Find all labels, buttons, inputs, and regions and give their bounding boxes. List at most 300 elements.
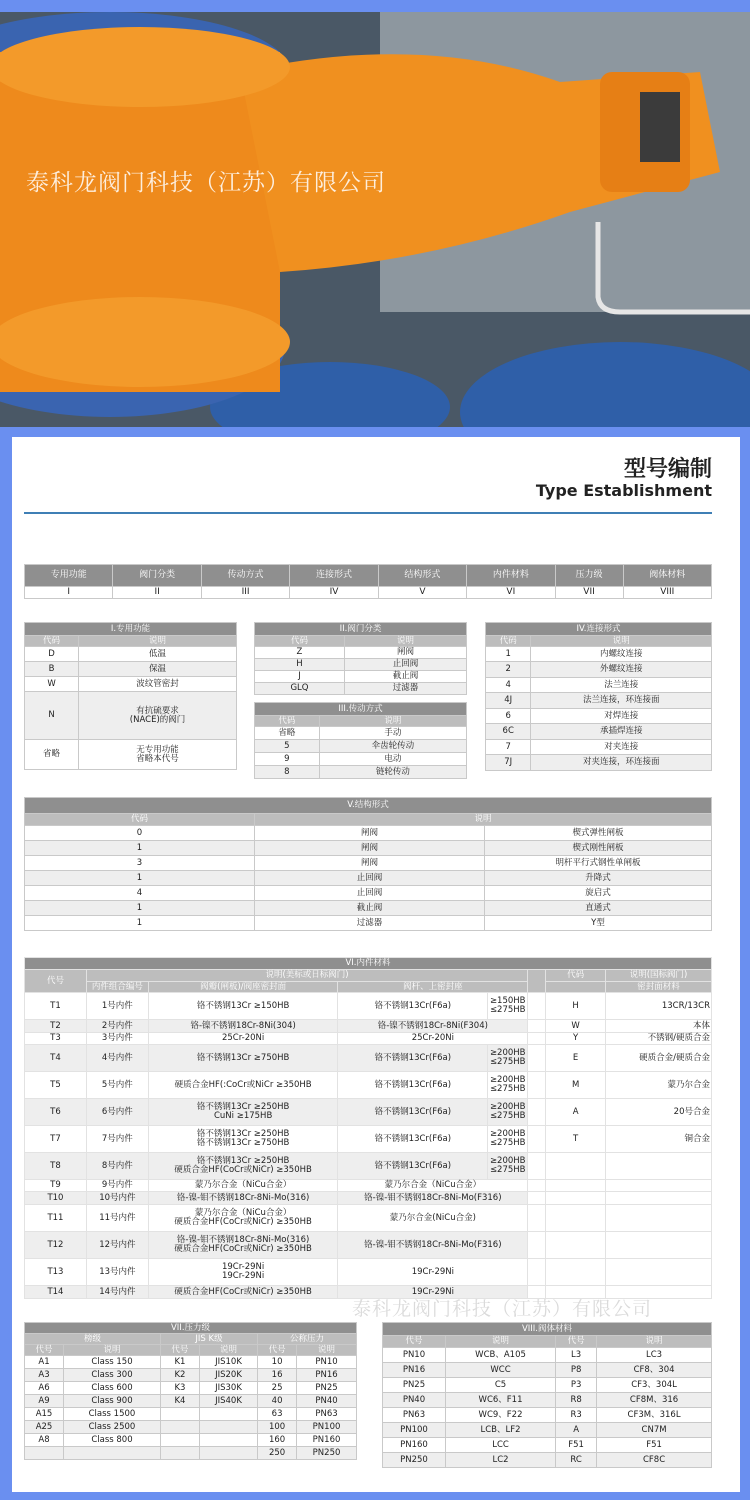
table-row — [25, 1033, 712, 1045]
table-cell: 7 — [486, 740, 531, 755]
table-row — [25, 1421, 357, 1434]
table-cell: B — [25, 662, 79, 677]
table-cell: 止回阀 — [344, 659, 466, 671]
table-row — [25, 871, 712, 886]
table-row — [255, 766, 467, 779]
table-cell: 代号 — [25, 1345, 64, 1356]
table-row — [25, 886, 712, 901]
table-cell: 直通式 — [485, 901, 712, 916]
table-cell — [528, 1099, 546, 1126]
table-cell: 说明 — [79, 636, 237, 647]
table-cell: R8 — [556, 1393, 597, 1408]
table-cell: 10 — [258, 1356, 297, 1369]
table-cell: 4 — [25, 886, 255, 901]
table-row — [25, 662, 237, 677]
table-cell: T3 — [25, 1033, 87, 1045]
table-cell: 蒙乃尔合金 — [606, 1072, 712, 1099]
table-cell: 说明(国标阀门) — [606, 970, 712, 982]
table-cell: 代号 — [160, 1345, 199, 1356]
title-chinese: 型号编制 — [623, 457, 712, 482]
table-cell — [528, 1045, 546, 1072]
table-row — [383, 1363, 712, 1378]
table-cell: WCB、A105 — [445, 1348, 555, 1363]
table-row — [255, 659, 467, 671]
table-cell: LC2 — [445, 1453, 555, 1468]
table-cell: PN10 — [383, 1348, 446, 1363]
table-cell: 内件组合编号 — [86, 982, 148, 993]
table-cell — [546, 1180, 606, 1192]
table-cell: I — [25, 587, 113, 599]
hardness-range — [488, 1099, 528, 1126]
table-cell: GLQ — [255, 683, 345, 695]
table-row — [25, 565, 712, 587]
table-cell: 蒙乃尔合金（NiCu合金） — [338, 1180, 528, 1192]
table-cell: D — [25, 647, 79, 662]
table-row — [25, 993, 712, 1020]
table-cell: 25Cr-20Ni — [148, 1033, 338, 1045]
table-cell: K3 — [160, 1382, 199, 1395]
table-row — [383, 1393, 712, 1408]
table-cell: 电动 — [319, 753, 466, 766]
table-cell: VII — [555, 587, 623, 599]
table-cell: JIS20K — [199, 1369, 257, 1382]
table-cell: 63 — [258, 1408, 297, 1421]
title-english: Type Establishment — [535, 481, 712, 500]
table-cell: 保温 — [79, 662, 237, 677]
table-cell: 闸阀 — [255, 826, 485, 841]
table-cell — [606, 1205, 712, 1232]
table-cell: A25 — [25, 1421, 64, 1434]
table-row — [25, 1408, 357, 1421]
table-cell: 说明 — [297, 1345, 357, 1356]
table-row — [25, 1434, 357, 1447]
table-cell: 铬不锈钢13Cr(F6a) — [338, 993, 488, 1020]
table-cell: 结构形式 — [378, 565, 466, 587]
table-pressure-class — [24, 1322, 357, 1460]
table-cell: C5 — [445, 1378, 555, 1393]
table-row — [383, 1453, 712, 1468]
table-cell: 链轮传动 — [319, 766, 466, 779]
table-cell — [528, 1072, 546, 1099]
table-cell: 无专用功能 省略本代号 — [79, 740, 237, 770]
table-cell: 闸阀 — [255, 856, 485, 871]
table-row — [486, 724, 712, 740]
table-body-material — [382, 1322, 712, 1468]
table-cell — [528, 1020, 546, 1033]
table-cell: 楔式刚性闸板 — [485, 841, 712, 856]
table-cell: 说明 — [445, 1336, 555, 1348]
table-cell: 法兰连接，环连接面 — [531, 693, 712, 709]
table-cell: E — [546, 1045, 606, 1072]
table-row — [255, 740, 467, 753]
table-cell: 手动 — [319, 727, 466, 740]
table-cell: III.传动方式 — [255, 703, 467, 716]
table-cell: 止回阀 — [255, 871, 485, 886]
table-cell: 6 — [486, 709, 531, 724]
table-cell: 有抗硫要求 (NACE)的阀门 — [79, 692, 237, 740]
hardness-max: ≤275HB — [489, 1138, 526, 1148]
table-row — [255, 727, 467, 740]
table-cell: 说明 — [319, 716, 466, 727]
table-cell: 代码 — [486, 636, 531, 647]
table-cell: 内件材料 — [467, 565, 555, 587]
hardness-max: ≤275HB — [489, 1057, 526, 1067]
table-cell: 硬质合金HF(CoCr或NiCr) ≥350HB — [148, 1286, 338, 1299]
table-cell: 硬质合金/硬质合金 — [606, 1045, 712, 1072]
table-cell: 铬-镍-钼不锈钢18Cr-8Ni-Mo(F316) — [338, 1192, 528, 1205]
table-cell: CF8C — [597, 1453, 712, 1468]
table-row — [25, 692, 237, 740]
table-cell: 250 — [258, 1447, 297, 1460]
table-cell: T9 — [25, 1180, 87, 1192]
table-cell: T12 — [25, 1232, 87, 1259]
table-cell: 代码 — [255, 716, 320, 727]
table-cell: N — [25, 692, 79, 740]
table-cell: 波纹管密封 — [79, 677, 237, 692]
table-cell: 40 — [258, 1395, 297, 1408]
table-row — [383, 1438, 712, 1453]
table-cell: 内螺纹连接 — [531, 647, 712, 662]
table-cell: 3 — [25, 856, 255, 871]
table-cell: CN7M — [597, 1423, 712, 1438]
table-row — [25, 826, 712, 841]
table-cell: 8 — [255, 766, 320, 779]
table-cell: 阀杆、上密封座 — [338, 982, 528, 993]
table-cell: 铬不锈钢13Cr(F6a) — [338, 1153, 488, 1180]
table-cell: 说明 — [255, 814, 712, 826]
table-cell: 1 — [486, 647, 531, 662]
table-cell: IV.连接形式 — [486, 623, 712, 636]
table-row — [25, 1334, 357, 1345]
table-cell: 旋启式 — [485, 886, 712, 901]
table-row — [25, 1045, 712, 1072]
table-cell: H — [546, 993, 606, 1020]
table-cell: 25 — [258, 1382, 297, 1395]
hardness-max: ≤275HB — [489, 1111, 526, 1121]
hardness-min: ≥200HB — [489, 1075, 526, 1086]
table-cell: JIS30K — [199, 1382, 257, 1395]
table-cell: 蒙乃尔合金（NiCu合金） 硬质合金HF(CoCr或NiCr) ≥350HB — [148, 1205, 338, 1232]
table-cell: T14 — [25, 1286, 87, 1299]
table-cell: 蒙乃尔合金(NiCu合金) — [338, 1205, 528, 1232]
table-cell: 承插焊连接 — [531, 724, 712, 740]
table-cell: LC3 — [597, 1348, 712, 1363]
table-cell: 160 — [258, 1434, 297, 1447]
table-cell: K1 — [160, 1356, 199, 1369]
table-cell — [25, 1447, 64, 1460]
table-cell: V — [378, 587, 466, 599]
table-row — [25, 1072, 712, 1099]
table-cell: A — [546, 1099, 606, 1126]
table-cell: CF3、304L — [597, 1378, 712, 1393]
table-row — [486, 709, 712, 724]
table-cell: 8号内件 — [86, 1153, 148, 1180]
table-cell: RC — [556, 1453, 597, 1468]
table-cell: LCB、LF2 — [445, 1423, 555, 1438]
table-row — [383, 1378, 712, 1393]
hardness-min: ≥200HB — [489, 1156, 526, 1167]
table-cell: 0 — [25, 826, 255, 841]
table-cell: 16 — [258, 1369, 297, 1382]
table-row — [383, 1423, 712, 1438]
table-cell — [528, 970, 546, 993]
table-cell: K2 — [160, 1369, 199, 1382]
table-cell: PN16 — [383, 1363, 446, 1378]
table-cell: 闸阀 — [255, 841, 485, 856]
table-cell — [528, 1232, 546, 1259]
table-cell — [160, 1408, 199, 1421]
table-cell: 14号内件 — [86, 1286, 148, 1299]
table-cell: JIS10K — [199, 1356, 257, 1369]
table-cell: R3 — [556, 1408, 597, 1423]
table-cell: 铬不锈钢13Cr(F6a) — [338, 1045, 488, 1072]
table-valve-class — [254, 622, 467, 695]
table-cell: PN100 — [383, 1423, 446, 1438]
table-cell: VI — [467, 587, 555, 599]
table-row — [25, 798, 712, 814]
table-cell: A9 — [25, 1395, 64, 1408]
table-cell — [528, 1259, 546, 1286]
table-cell: Class 800 — [64, 1434, 161, 1447]
table-cell: 说明 — [344, 636, 466, 647]
table-cell: WC9、F22 — [445, 1408, 555, 1423]
title-rule — [24, 512, 712, 514]
table-row — [255, 636, 467, 647]
table-row — [255, 703, 467, 716]
hardness-min: ≥200HB — [489, 1102, 526, 1113]
table-row — [25, 814, 712, 826]
table-cell: 密封面材料 — [606, 982, 712, 993]
table-cell: VII.压力级 — [25, 1323, 357, 1334]
table-cell: F51 — [597, 1438, 712, 1453]
table-cell — [528, 993, 546, 1020]
table-cell: 铬-镍不锈钢18Cr-8Ni(F304) — [338, 1020, 528, 1033]
table-cell: 铬不锈钢13Cr(F6a) — [338, 1072, 488, 1099]
table-row — [25, 916, 712, 931]
hardness-range — [488, 1126, 528, 1153]
table-cell: 本体 — [606, 1020, 712, 1033]
table-cell: A8 — [25, 1434, 64, 1447]
table-connection — [485, 622, 712, 771]
table-cell — [160, 1421, 199, 1434]
table-row — [25, 1259, 712, 1286]
table-cell — [606, 1232, 712, 1259]
table-cell — [160, 1434, 199, 1447]
table-cell: 铬-镍-钼不锈钢18Cr-8Ni-Mo(316) — [148, 1192, 338, 1205]
table-cell — [199, 1447, 257, 1460]
table-cell: 楔式弹性闸板 — [485, 826, 712, 841]
table-row — [25, 841, 712, 856]
table-cell: 7号内件 — [86, 1126, 148, 1153]
table-cell: 6号内件 — [86, 1099, 148, 1126]
table-cell: T8 — [25, 1153, 87, 1180]
table-row — [255, 623, 467, 636]
table-cell: 铬不锈钢13Cr ≥750HB — [148, 1045, 338, 1072]
table-row — [25, 647, 237, 662]
table-cell — [528, 1033, 546, 1045]
table-row — [486, 636, 712, 647]
table-cell: 铬不锈钢13Cr ≥150HB — [148, 993, 338, 1020]
table-row — [25, 1382, 357, 1395]
hardness-max: ≤275HB — [489, 1084, 526, 1094]
table-cell: W — [25, 677, 79, 692]
table-row — [255, 647, 467, 659]
table-cell: 9号内件 — [86, 1180, 148, 1192]
table-cell: PN40 — [383, 1393, 446, 1408]
table-cell: 传动方式 — [201, 565, 289, 587]
table-cell: 铬-镍-钼不锈钢18Cr-8Ni-Mo(F316) — [338, 1232, 528, 1259]
table-cell: 代号 — [383, 1336, 446, 1348]
table-cell: 4J — [486, 693, 531, 709]
table-cell: Z — [255, 647, 345, 659]
table-cell — [528, 1205, 546, 1232]
table-cell — [528, 1126, 546, 1153]
table-cell: 6C — [486, 724, 531, 740]
table-cell: T13 — [25, 1259, 87, 1286]
table-cell: T — [546, 1126, 606, 1153]
table-cell — [546, 1232, 606, 1259]
table-cell: 说明 — [64, 1345, 161, 1356]
summary-table — [24, 564, 712, 599]
table-cell: Y — [546, 1033, 606, 1045]
table-cell: 截止阀 — [344, 671, 466, 683]
table-cell: 3号内件 — [86, 1033, 148, 1045]
table-cell: T2 — [25, 1020, 87, 1033]
table-cell: PN250 — [297, 1447, 357, 1460]
table-row — [25, 1447, 357, 1460]
table-cell: A3 — [25, 1369, 64, 1382]
table-cell: PN63 — [383, 1408, 446, 1423]
table-cell: 连接形式 — [290, 565, 378, 587]
table-cell: W — [546, 1020, 606, 1033]
table-cell: PN40 — [297, 1395, 357, 1408]
table-cell: 19Cr-29Ni — [338, 1286, 528, 1299]
table-row — [486, 678, 712, 693]
table-cell: T10 — [25, 1192, 87, 1205]
table-cell — [606, 1153, 712, 1180]
hardness-min: ≥200HB — [489, 1048, 526, 1059]
table-cell: 5号内件 — [86, 1072, 148, 1099]
table-cell: 4 — [486, 678, 531, 693]
table-cell: IV — [290, 587, 378, 599]
table-cell: II.阀门分类 — [255, 623, 467, 636]
table-cell: 对夹连接，环连接面 — [531, 755, 712, 771]
table-row — [486, 693, 712, 709]
table-cell: 代码 — [25, 814, 255, 826]
table-row — [25, 677, 237, 692]
table-cell: A6 — [25, 1382, 64, 1395]
table-cell: PN10 — [297, 1356, 357, 1369]
table-cell: WCC — [445, 1363, 555, 1378]
table-cell: 11号内件 — [86, 1205, 148, 1232]
table-cell — [528, 1180, 546, 1192]
valve-photo — [0, 12, 750, 427]
hardness-max: ≤275HB — [489, 1005, 526, 1015]
type-establishment-card — [12, 437, 740, 1492]
table-cell: F51 — [556, 1438, 597, 1453]
valve-illustration — [0, 12, 750, 427]
hardness-range — [488, 1072, 528, 1099]
table-row — [486, 647, 712, 662]
table-cell: T4 — [25, 1045, 87, 1072]
table-cell: 铬不锈钢13Cr ≥250HB CuNi ≥175HB — [148, 1099, 338, 1126]
table-row — [25, 1099, 712, 1126]
table-cell: PN160 — [297, 1434, 357, 1447]
table-cell — [199, 1434, 257, 1447]
table-cell — [606, 1259, 712, 1286]
table-cell: A — [556, 1423, 597, 1438]
table-cell — [546, 1192, 606, 1205]
table-cell: JIS40K — [199, 1395, 257, 1408]
table-row — [25, 1369, 357, 1382]
table-cell: 阀瓣(闸板)/阀座密封面 — [148, 982, 338, 993]
hardness-range — [488, 993, 528, 1020]
table-cell: P8 — [556, 1363, 597, 1378]
table-cell: T6 — [25, 1099, 87, 1126]
table-cell: 100 — [258, 1421, 297, 1434]
table-cell: Class 600 — [64, 1382, 161, 1395]
table-cell: Class 900 — [64, 1395, 161, 1408]
table-cell: 法兰连接 — [531, 678, 712, 693]
table-cell: 铬-镍-钼不锈钢18Cr-8Ni-Mo(316) 硬质合金HF(CoCr或NiCr) ≥350HB — [148, 1232, 338, 1259]
table-row — [255, 683, 467, 695]
table-row — [486, 623, 712, 636]
table-cell: 外螺纹连接 — [531, 662, 712, 678]
table-cell: VI.内件材料 — [25, 958, 712, 970]
table-row — [486, 755, 712, 771]
table-row — [25, 1395, 357, 1408]
table-cell: H — [255, 659, 345, 671]
table-row — [25, 1020, 712, 1033]
table-cell — [606, 1180, 712, 1192]
table-cell: Y型 — [485, 916, 712, 931]
table-cell — [199, 1408, 257, 1421]
table-cell: PN25 — [383, 1378, 446, 1393]
table-cell: PN16 — [297, 1369, 357, 1382]
table-cell: CF8、304 — [597, 1363, 712, 1378]
table-cell: 铬不锈钢13Cr(F6a) — [338, 1099, 488, 1126]
table-drive-mode — [254, 702, 467, 779]
table-special-function — [24, 622, 237, 770]
table-cell: PN63 — [297, 1408, 357, 1421]
table-cell: VIII — [623, 587, 711, 599]
table-cell: 13号内件 — [86, 1259, 148, 1286]
table-cell: 7J — [486, 755, 531, 771]
table-cell — [64, 1447, 161, 1460]
table-cell — [546, 1153, 606, 1180]
table-cell: 代号 — [25, 970, 87, 993]
table-cell: 过滤器 — [255, 916, 485, 931]
table-cell: 12号内件 — [86, 1232, 148, 1259]
table-cell — [528, 1153, 546, 1180]
table-cell: 代码 — [25, 636, 79, 647]
table-row — [25, 636, 237, 647]
table-cell — [606, 1192, 712, 1205]
table-cell: PN25 — [297, 1382, 357, 1395]
table-cell: Class 2500 — [64, 1421, 161, 1434]
table-structure — [24, 797, 712, 931]
table-cell: L3 — [556, 1348, 597, 1363]
table-cell: T11 — [25, 1205, 87, 1232]
table-cell: 1号内件 — [86, 993, 148, 1020]
table-row — [25, 901, 712, 916]
table-cell: 代码 — [546, 970, 606, 982]
table-cell: 伞齿轮传动 — [319, 740, 466, 753]
table-cell: 1 — [25, 871, 255, 886]
hardness-max: ≤275HB — [489, 1165, 526, 1175]
table-row — [383, 1323, 712, 1336]
table-row — [255, 753, 467, 766]
